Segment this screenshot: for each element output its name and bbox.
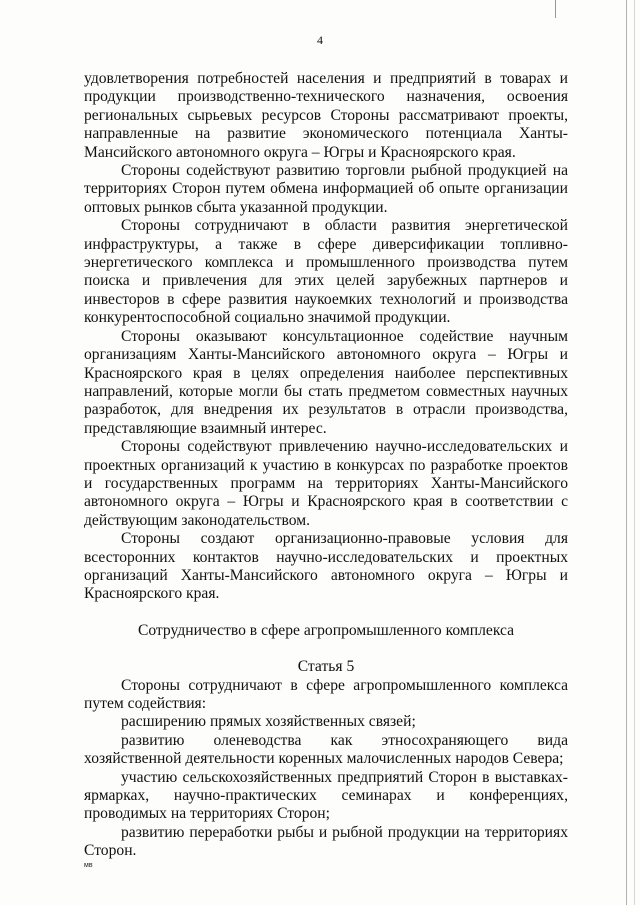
scan-edge-line-outer — [634, 0, 635, 905]
paragraph-fish-trade: Стороны содействуют развитию торговли рыбной продукцией на территориях Сторон путем обмена информацией об опыте организации оптовых рынков сбыта указанной продукции. — [84, 162, 568, 216]
scan-top-mark — [555, 0, 556, 18]
paragraph-energy: Стороны сотрудничают в области развития энергетической инфраструктуры, а также в сфере диверсификации топливно-энергетического комплекса и промышленного производства путем поиска и привлечения для этих целей зарубежных партнеров и инвесторов в сфере развития наукоемких технологий и производства конкурентоспособной социально значимой продукции. — [84, 217, 568, 327]
footer-code: мв — [84, 862, 93, 869]
list-item-reindeer: развитию оленеводства как этносохраняющего вида хозяйственной деятельности коренных малочисленных народов Севера; — [84, 731, 568, 768]
list-item-direct-links: расширению прямых хозяйственных связей; — [121, 713, 416, 731]
paragraph-continuation: удовлетворения потребностей населения и предприятий в товарах и продукции производственно-технического назначения, освоения региональных сырьевых ресурсов Стороны рассматривают проекты, направленные на развитие экономического потенциала Ханты-Мансийского автономного округа – Югры и Красноярского края. — [84, 70, 568, 161]
list-item-fish-processing: развитию переработки рыбы и рыбной продукции на территориях Сторон. — [84, 823, 568, 860]
page-number: 4 — [317, 33, 323, 47]
article-title: Статья 5 — [297, 658, 355, 676]
list-item-exhibitions: участию сельскохозяйственных предприятий Сторон в выставках-ярмарках, научно-практических семинарах и конференциях, проводимых на территориях Сторон; — [84, 768, 568, 823]
section-heading: Сотрудничество в сфере агропромышленного комплекса — [137, 621, 515, 639]
paragraph-agro-intro: Стороны сотрудничают в сфере агропромышленного комплекса путем содействия: — [84, 676, 568, 712]
document-body — [84, 70, 568, 861]
scan-edge-line — [626, 0, 627, 905]
paragraph-science-consulting: Стороны оказывают консультационное содействие научным организациям Ханты-Мансийского автономного округа – Югры и Красноярского края в целях определения наиболее перспективных направлений, которые могли бы стать предметом совместных научных разработок, для внедрения их результатов в отрасли производства, представляющие взаимный интерес. — [84, 327, 568, 437]
paragraph-research-contests: Стороны содействуют привлечению научно-исследовательских и проектных организаций к участию в конкурсах по разработке проектов и государственных программ на территориях Ханты-Мансийского автономного округа – Югры и Красноярского края в соответствии с действующим законодательством. — [84, 438, 568, 529]
paragraph-research-contacts: Стороны создают организационно-правовые условия для всесторонних контактов научно-исследовательских и проектных организаций Ханты-Мансийского автономного округа – Югры и Красноярского края. — [84, 530, 568, 603]
